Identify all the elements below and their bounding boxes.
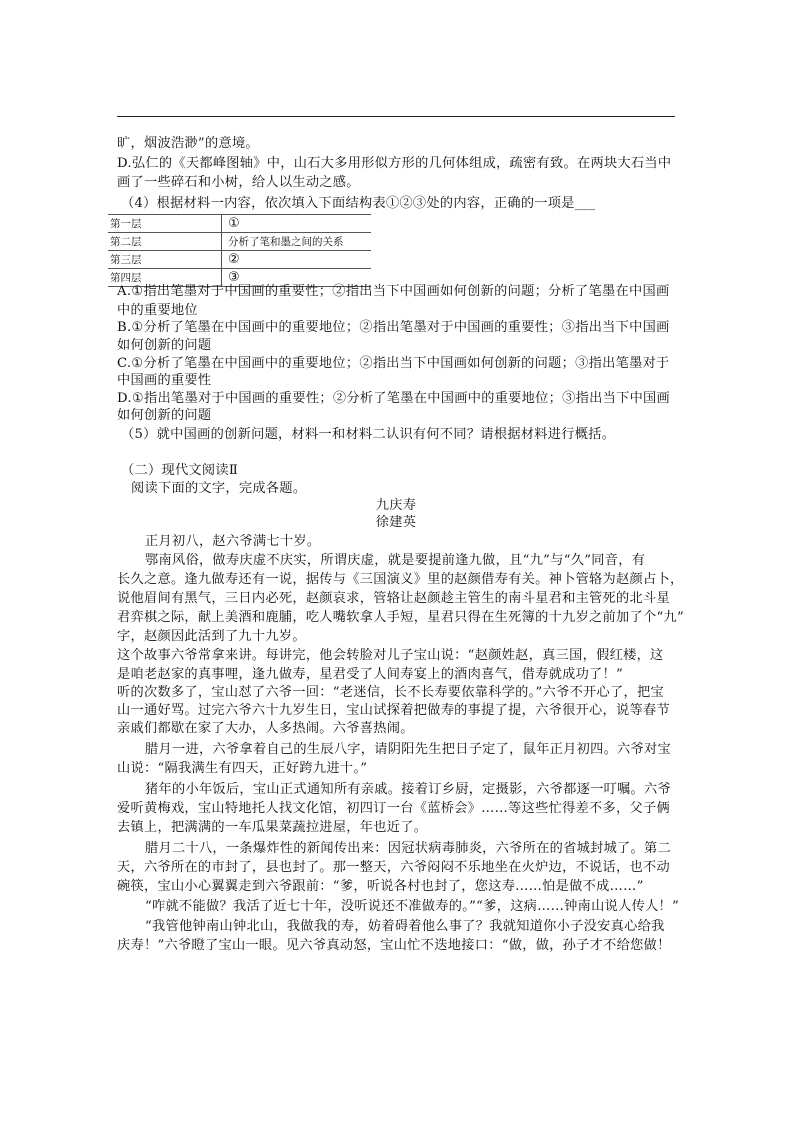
table-cell-content: 分析了笔和墨之间的关系 bbox=[222, 233, 372, 251]
story-author: 徐建英 bbox=[375, 515, 417, 530]
instruction: 阅读下面的文字，完成各题。 bbox=[131, 481, 307, 496]
paragraph-line: 鄂南风俗，做寿庆虚不庆实，所谓庆虚，就是要提前逢九做，且“九”与“久”同音，有 bbox=[145, 553, 646, 568]
paragraph-line: “我管他钟南山钟北山，我做我的寿，妨着碍着他么事了？我就知道你小子没安真心给我 bbox=[145, 919, 665, 934]
paragraph-line: 山一通好骂。过完六爷六十九岁生日，宝山试探着把做寿的事提了提，六爷很开心，说等春节 bbox=[117, 703, 670, 718]
paragraph-line: 碗筷，宝山小心翼翼走到六爷跟前：“爹，听说各村也封了，您这寿……怕是做不成……” bbox=[117, 879, 644, 894]
option-a-line: 中的重要地位 bbox=[117, 303, 198, 318]
paragraph-line: 说他眉间有黑气，三日内必死，赵颜哀求，管辂让赵颜趁主管生的南斗星君和主管死的北斗星 bbox=[117, 591, 670, 606]
paragraph-line: 是咱老赵家的真事哩，逢九做寿，星君受了人间寿宴上的酒肉喜气，借寿就成功了！” bbox=[117, 667, 624, 682]
paragraph-line: 这个故事六爷常拿来讲。每讲完，他会转脸对儿子宝山说：“赵颜姓赵，真三国，假红楼，这 bbox=[117, 648, 664, 663]
table-row bbox=[108, 251, 371, 269]
question-5: （5）就中国画的创新问题，材料一和材料二认识有何不同？请根据材料进行概括。 bbox=[121, 427, 616, 442]
paragraph-line: 正月初八，赵六爷满七十岁。 bbox=[145, 534, 321, 549]
option-c-line: 中国画的重要性 bbox=[117, 373, 212, 388]
paragraph-line: 爱听黄梅戏，宝山特地托人找文化馆，初四订一台《蓝桥会》……等这些忙得差不多，父子俩 bbox=[117, 801, 670, 816]
paragraph-line: 亲戚们都歇在家了大办，人多热闹。六爷喜热闹。 bbox=[117, 721, 414, 736]
table-cell-content: ① bbox=[222, 215, 372, 233]
paragraph-line: 腊月一进，六爷拿着自己的生辰八字，请阴阳先生把日子定了，鼠年正月初四。六爷对宝 bbox=[145, 742, 672, 757]
option-d-line: D.①指出笔墨对于中国画的重要性；②分析了笔墨在中国画中的重要地位；③指出当下中国画 bbox=[117, 391, 671, 406]
paragraph-line: 庆寿！”六爷瞪了宝山一眼。见六爷真动怒，宝山忙不迭地接口：“做，做，孙子才不给您做！ bbox=[117, 938, 671, 953]
text-line: 旷，烟波浩渺”的意境。 bbox=[117, 136, 259, 151]
table-cell-layer: 第四层 bbox=[108, 269, 222, 287]
table-cell-layer: 第三层 bbox=[108, 251, 222, 269]
option-b-line: 如何创新的问题 bbox=[117, 338, 212, 353]
table-row bbox=[108, 233, 371, 251]
table-cell-content: ② bbox=[222, 251, 372, 269]
option-b-line: B.①分析了笔墨在中国画中的重要地位；②指出笔墨对于中国画的重要性；③指出当下中国画 bbox=[117, 320, 670, 335]
option-a-line: A.①指出笔墨对于中国画的重要性；②指出当下中国画如何创新的问题；分析了笔墨在中国画 bbox=[117, 284, 670, 299]
question-4: （4）根据材料一内容，依次填入下面结构表①②③处的内容，正确的一项是___ bbox=[121, 196, 596, 211]
structure-table bbox=[108, 214, 371, 287]
table-cell-content: ③ bbox=[222, 269, 372, 287]
paragraph-line: 猪年的小年饭后，宝山正式通知所有亲戚。接着订乡厨，定摄影，六爷都逐一叮嘱。六爷 bbox=[145, 782, 672, 797]
paragraph-line: 听的次数多了，宝山怼了六爷一回：“老迷信，长不长寿要依靠科学的。”六爷不开心了，把宝 bbox=[117, 685, 664, 700]
paragraph-line: “咋就不能做？我活了近七十年，没听说还不准做寿的。”“爹，这病……钟南山说人传人！” bbox=[145, 899, 680, 914]
paragraph-line: 字，赵颜因此活到了九十九岁。 bbox=[117, 629, 306, 644]
option-c-line: C.①分析了笔墨在中国画中的重要地位；②指出当下中国画如何创新的问题；③指出笔墨对于 bbox=[117, 356, 670, 371]
header-rule bbox=[117, 116, 675, 117]
table-row bbox=[108, 215, 371, 233]
paragraph-line: 去镇上，把满满的一车瓜果菜蔬拉进屋，年也近了。 bbox=[117, 820, 428, 835]
option-d-line: 如何创新的问题 bbox=[117, 408, 212, 423]
paragraph-line: 腊月二十八，一条爆炸性的新闻传出来：因冠状病毒肺炎，六爷所在的省城封城了。第二 bbox=[145, 841, 672, 856]
option-d-line: D.弘仁的《天都峰图轴》中，山石大多用形似方形的几何体组成，疏密有致。在两块大石当中 bbox=[117, 156, 672, 171]
section-title: （二）现代文阅读Ⅱ bbox=[121, 463, 239, 478]
story-title: 九庆寿 bbox=[375, 498, 417, 513]
option-d-line: 画了一些碎石和小树，给人以生动之感。 bbox=[117, 175, 360, 190]
table-cell-layer: 第二层 bbox=[108, 233, 222, 251]
paragraph-line: 山说：“隔我满生有四天，正好跨九进十。” bbox=[117, 761, 368, 776]
paragraph-line: 长久之意。逢九做寿还有一说，据传与《三国演义》里的赵颜借寿有关。神卜管辂为赵颜占卜， bbox=[117, 572, 684, 587]
paragraph-line: 君弈棋之际，献上美酒和鹿脯，吃人嘴软拿人手短，星君只得在生死簿的十九岁之前加了个“九” bbox=[117, 610, 685, 625]
table-cell-layer: 第一层 bbox=[108, 215, 222, 233]
paragraph-line: 天，六爷所在的市封了，县也封了。那一整天，六爷闷闷不乐地坐在火炉边，不说话，也不动 bbox=[117, 860, 670, 875]
